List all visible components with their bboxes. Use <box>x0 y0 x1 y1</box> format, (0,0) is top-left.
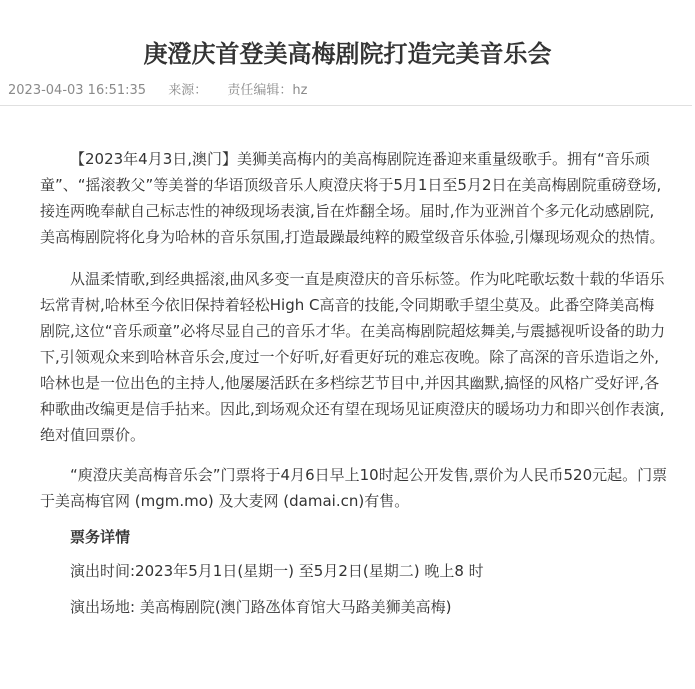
paragraph-tickets: “庾澄庆美高梅音乐会”门票将于4月6日早上10时起公开发售,票价为人民币520元起。门票于美高梅官网 (mgm.mo) 及大麦网 (damai.cn)有售。 <box>40 466 668 510</box>
venue-line: 演出场地: 美高梅剧院(澳门路氹体育馆大马路美狮美高梅) <box>70 598 452 616</box>
header-divider <box>0 105 692 106</box>
editor-label: 责任编辑：hz <box>227 83 308 98</box>
paragraph-intro: 【2023年4月3日,澳门】美狮美高梅内的美高梅剧院连番迎来重量级歌手。拥有“音乐顽童”、“摇滚教父”等美誉的华语顶级音乐人庾澄庆将于5月1日至5月2日在美高梅剧院重磅登场,接连两晚奉献自己标志性的神级现场表演,旨在炸翻全场。届时,作为亚洲首个多元化动感剧院,美高梅剧院将化身为哈林的音乐氛围,打造最躁最纯粹的殿堂级音乐体验,引爆现场观众的热情。 <box>40 150 665 246</box>
ticket-details-heading: 票务详情 <box>70 528 131 546</box>
article-title: 庚澄庆首登美高梅剧院打造完美音乐会 <box>143 40 552 69</box>
source-label: 来源： <box>168 83 208 98</box>
paragraph-style: 从温柔情歌,到经典摇滚,曲风多变一直是庾澄庆的音乐标签。作为叱咤歌坛数十载的华语乐坛常青树,哈林至今依旧保持着轻松High C高音的技能,令同期歌手望尘莫及。此番空降美高梅剧院,这位“音乐顽童”必将尽显自己的音乐才华。在美高梅剧院超炫舞美,与震撼视听设备的助力下,引领观众来到哈林音乐会,度过一个好听,好看更好玩的难忘夜晚。除了高深的音乐造诣之外,哈林也是一位出色的主持人,他屡屡活跃在多档综艺节目中,并因其幽默,搞怪的风格广受好评,各种歌曲改编更是信手拈来。因此,到场观众还有望在现场见证庾澄庆的暖场功力和即兴创作表演,绝对值回票价。 <box>40 270 666 444</box>
article-body <box>40 146 668 630</box>
publish-date: 2023-04-03 16:51:35 <box>8 83 147 98</box>
showtime-line: 演出时间:2023年5月1日(星期一) 至5月2日(星期二) 晚上8 时 <box>70 562 484 580</box>
article-meta <box>8 80 307 102</box>
